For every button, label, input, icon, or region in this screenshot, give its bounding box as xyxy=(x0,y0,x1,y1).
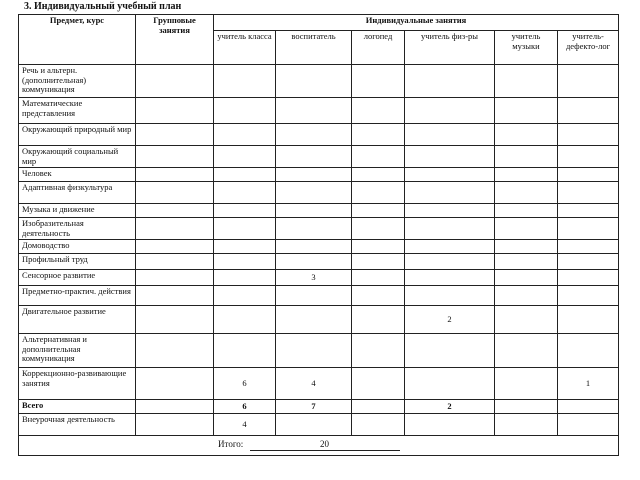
table-cell xyxy=(558,286,619,306)
table-cell xyxy=(558,240,619,254)
row-subject: Предметно-практич. действия xyxy=(19,286,136,306)
table-cell xyxy=(405,270,495,286)
table-cell: 7 xyxy=(276,400,352,414)
table-cell: 4 xyxy=(276,368,352,400)
table-cell xyxy=(276,334,352,368)
header-group: Групповые занятия xyxy=(136,15,214,65)
table-cell xyxy=(352,204,405,218)
table-cell xyxy=(352,400,405,414)
plan-heading: 3. Индивидуальный учебный план xyxy=(24,1,182,12)
table-row xyxy=(19,204,619,218)
table-cell xyxy=(276,306,352,334)
table-cell xyxy=(136,306,214,334)
table-cell xyxy=(495,254,558,270)
table-cell xyxy=(276,218,352,240)
table-cell xyxy=(352,182,405,204)
table-cell: 2 xyxy=(405,400,495,414)
table-cell xyxy=(558,218,619,240)
footer-total-label: Итого: xyxy=(218,439,244,450)
table-cell xyxy=(405,368,495,400)
row-subject: Профильный труд xyxy=(19,254,136,270)
table-cell xyxy=(352,65,405,98)
table-row xyxy=(19,306,619,334)
table-cell xyxy=(214,218,276,240)
table-cell xyxy=(352,286,405,306)
table-row xyxy=(19,286,619,306)
row-subject: Музыка и движение xyxy=(19,204,136,218)
table-cell xyxy=(352,240,405,254)
table-cell xyxy=(214,124,276,146)
table-cell xyxy=(495,414,558,436)
table-cell xyxy=(276,254,352,270)
table-cell xyxy=(495,400,558,414)
table-cell xyxy=(558,334,619,368)
table-cell xyxy=(136,124,214,146)
table-cell xyxy=(136,204,214,218)
table-cell xyxy=(495,124,558,146)
table-cell xyxy=(495,218,558,240)
table-cell xyxy=(558,65,619,98)
row-subject: Всего xyxy=(19,400,136,414)
table-cell xyxy=(405,65,495,98)
table-cell xyxy=(495,146,558,168)
table-cell xyxy=(276,146,352,168)
header-individual: Индивидуальные занятия xyxy=(214,15,619,31)
table-cell xyxy=(214,270,276,286)
table-cell xyxy=(214,98,276,124)
table-cell xyxy=(495,65,558,98)
table-cell xyxy=(558,254,619,270)
table-cell xyxy=(352,254,405,270)
table-cell xyxy=(495,286,558,306)
table-cell xyxy=(352,270,405,286)
row-subject: Человек xyxy=(19,168,136,182)
table-cell xyxy=(214,306,276,334)
table-cell xyxy=(276,204,352,218)
table-cell xyxy=(276,182,352,204)
table-cell xyxy=(405,286,495,306)
header-teacher-class: учитель класса xyxy=(214,31,276,65)
header-speech-therapist: логопед xyxy=(352,31,405,65)
row-subject: Двигательное развитие xyxy=(19,306,136,334)
table-cell xyxy=(495,182,558,204)
row-subject: Альтернативная и дополнительная коммуникация xyxy=(19,334,136,368)
footer-total-value: 20 xyxy=(250,440,400,451)
header-music-teacher: учитель музыки xyxy=(495,31,558,65)
table-cell xyxy=(214,65,276,98)
individual-plan-table xyxy=(18,14,619,456)
table-cell xyxy=(214,168,276,182)
table-cell: 6 xyxy=(214,400,276,414)
table-cell xyxy=(136,146,214,168)
plan-body xyxy=(19,65,619,436)
table-cell xyxy=(136,400,214,414)
table-cell: 4 xyxy=(214,414,276,436)
table-cell xyxy=(495,240,558,254)
table-cell xyxy=(495,204,558,218)
table-cell xyxy=(214,182,276,204)
table-row xyxy=(19,270,619,286)
table-cell xyxy=(405,414,495,436)
header-defectologist: учитель-дефекто-лог xyxy=(558,31,619,65)
table-cell: 3 xyxy=(276,270,352,286)
table-cell xyxy=(214,254,276,270)
table-row xyxy=(19,400,619,414)
table-cell xyxy=(136,218,214,240)
table-cell xyxy=(558,400,619,414)
header-pe-teacher: учитель физ-ры xyxy=(405,31,495,65)
table-cell xyxy=(276,65,352,98)
table-cell xyxy=(558,306,619,334)
table-cell xyxy=(214,334,276,368)
table-cell xyxy=(276,286,352,306)
table-cell xyxy=(495,270,558,286)
table-cell xyxy=(136,254,214,270)
row-subject: Математические представления xyxy=(19,98,136,124)
table-cell xyxy=(276,98,352,124)
table-cell xyxy=(352,368,405,400)
row-subject: Изобразительная деятельность xyxy=(19,218,136,240)
header-subject: Предмет, курс xyxy=(19,15,136,65)
table-cell xyxy=(352,146,405,168)
table-cell xyxy=(352,124,405,146)
row-subject: Окружающий природный мир xyxy=(19,124,136,146)
row-subject: Сенсорное развитие xyxy=(19,270,136,286)
table-cell xyxy=(136,270,214,286)
table-cell xyxy=(405,254,495,270)
table-cell xyxy=(214,146,276,168)
table-cell xyxy=(558,98,619,124)
table-cell xyxy=(405,124,495,146)
footer-total xyxy=(19,436,619,456)
table-cell xyxy=(558,182,619,204)
header-educator: воспитатель xyxy=(276,31,352,65)
table-row xyxy=(19,65,619,98)
table-cell: 1 xyxy=(558,368,619,400)
row-subject: Окружающий социальный мир xyxy=(19,146,136,168)
table-cell xyxy=(495,98,558,124)
table-cell xyxy=(276,414,352,436)
table-cell xyxy=(214,286,276,306)
table-cell xyxy=(136,334,214,368)
table-cell xyxy=(136,168,214,182)
table-cell xyxy=(495,368,558,400)
table-cell xyxy=(352,334,405,368)
row-subject: Внеурочная деятельность xyxy=(19,414,136,436)
table-cell xyxy=(405,334,495,368)
table-row xyxy=(19,414,619,436)
table-cell xyxy=(214,204,276,218)
table-cell xyxy=(558,414,619,436)
table-cell xyxy=(558,146,619,168)
table-cell xyxy=(405,204,495,218)
table-row xyxy=(19,182,619,204)
table-cell xyxy=(136,65,214,98)
table-cell xyxy=(136,286,214,306)
row-subject: Адаптивная физкультура xyxy=(19,182,136,204)
table-cell xyxy=(136,98,214,124)
table-cell xyxy=(352,306,405,334)
table-cell xyxy=(405,98,495,124)
table-cell xyxy=(136,368,214,400)
table-cell xyxy=(352,218,405,240)
table-cell xyxy=(276,168,352,182)
table-cell xyxy=(405,168,495,182)
table-row xyxy=(19,168,619,182)
table-cell xyxy=(558,168,619,182)
table-cell xyxy=(558,270,619,286)
table-cell xyxy=(405,240,495,254)
row-subject: Домоводство xyxy=(19,240,136,254)
table-row xyxy=(19,146,619,168)
table-row xyxy=(19,218,619,240)
table-cell xyxy=(495,334,558,368)
table-cell xyxy=(558,204,619,218)
table-row xyxy=(19,124,619,146)
table-cell xyxy=(405,182,495,204)
table-cell xyxy=(276,124,352,146)
table-cell xyxy=(352,414,405,436)
table-cell: 6 xyxy=(214,368,276,400)
table-cell xyxy=(276,240,352,254)
table-cell xyxy=(352,168,405,182)
table-cell xyxy=(136,414,214,436)
table-row xyxy=(19,98,619,124)
table-row xyxy=(19,240,619,254)
table-cell xyxy=(495,306,558,334)
table-cell xyxy=(495,168,558,182)
row-subject: Речь и альтерн. (дополнительная) коммуникация xyxy=(19,65,136,98)
table-cell: 2 xyxy=(405,306,495,334)
row-subject: Коррекционно-развивающие занятия xyxy=(19,368,136,400)
table-cell xyxy=(136,240,214,254)
table-cell xyxy=(136,182,214,204)
table-cell xyxy=(405,218,495,240)
table-cell xyxy=(405,146,495,168)
table-cell xyxy=(352,98,405,124)
table-row xyxy=(19,368,619,400)
table-cell xyxy=(214,240,276,254)
table-row xyxy=(19,254,619,270)
table-row xyxy=(19,334,619,368)
table-cell xyxy=(558,124,619,146)
